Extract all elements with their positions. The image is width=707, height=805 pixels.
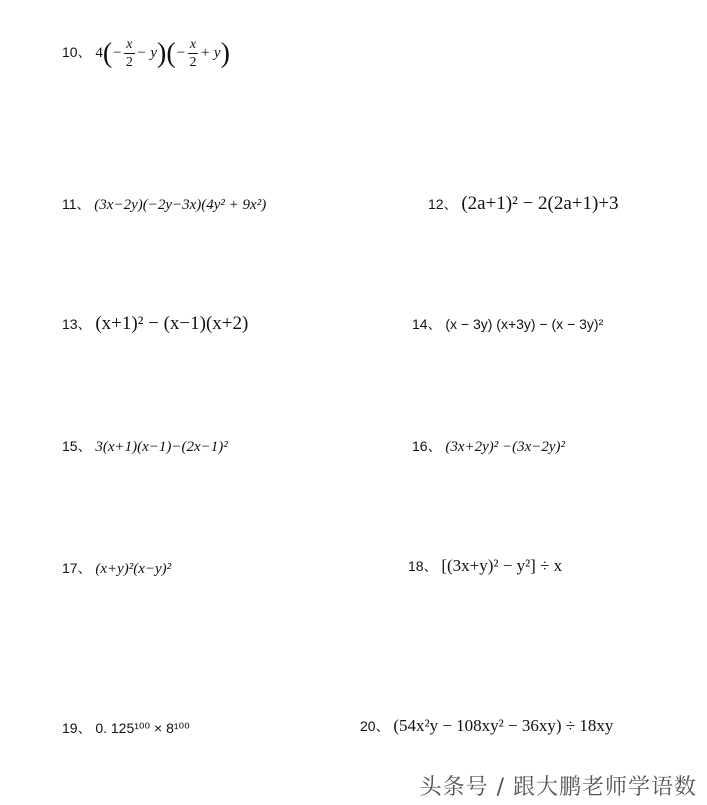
- math-expression: 4(− $\frac{x}{2}$ − y)(− $\frac{x}{2}$ + y): [95, 37, 230, 70]
- math-expression: 0. 125¹⁰⁰ × 8¹⁰⁰: [95, 720, 190, 736]
- math-expression: (x+y)²(x−y)²: [95, 561, 172, 577]
- problem-number: 11、: [62, 196, 91, 212]
- problem-number: 19、: [62, 720, 92, 736]
- watermark: 头条号 / 跟大鹏老师学语数: [419, 775, 697, 800]
- problem-number: 18、: [408, 558, 438, 574]
- problem-13: [62, 314, 248, 335]
- math-expression: (x+1)² − (x−1)(x+2): [95, 313, 249, 334]
- problem-number: 16、: [412, 438, 442, 454]
- problem-number: 17、: [62, 560, 92, 576]
- problem-15: [62, 436, 228, 457]
- problem-10: [62, 36, 230, 71]
- math-expression: (2a+1)² − 2(2a+1)+3: [461, 193, 619, 214]
- problem-19: [62, 718, 190, 739]
- problem-number: 15、: [62, 438, 92, 454]
- problem-14: [412, 314, 603, 335]
- problem-number: 10、: [62, 43, 92, 60]
- problem-number: 12、: [428, 196, 458, 212]
- math-expression: (54x²y − 108xy² − 36xy) ÷ 18xy: [393, 716, 614, 735]
- math-expression: 3(x+1)(x−1)−(2x−1)²: [95, 439, 228, 455]
- problem-number: 13、: [62, 316, 92, 332]
- math-expression: (3x−2y)(−2y−3x)(4y² + 9x²): [94, 197, 267, 213]
- problem-number: 20、: [360, 718, 390, 734]
- problem-16: [412, 436, 565, 457]
- problem-20: [360, 716, 613, 737]
- math-expression: (x − 3y) (x+3y) − (x − 3y)²: [445, 316, 604, 332]
- math-expression: (3x+2y)² −(3x−2y)²: [445, 439, 566, 455]
- math-expression: [(3x+y)² − y²] ÷ x: [441, 556, 563, 575]
- problem-17: [62, 558, 171, 579]
- problem-18: [408, 556, 562, 577]
- problem-12: [428, 194, 619, 215]
- problem-11: [62, 194, 266, 215]
- problem-number: 14、: [412, 316, 442, 332]
